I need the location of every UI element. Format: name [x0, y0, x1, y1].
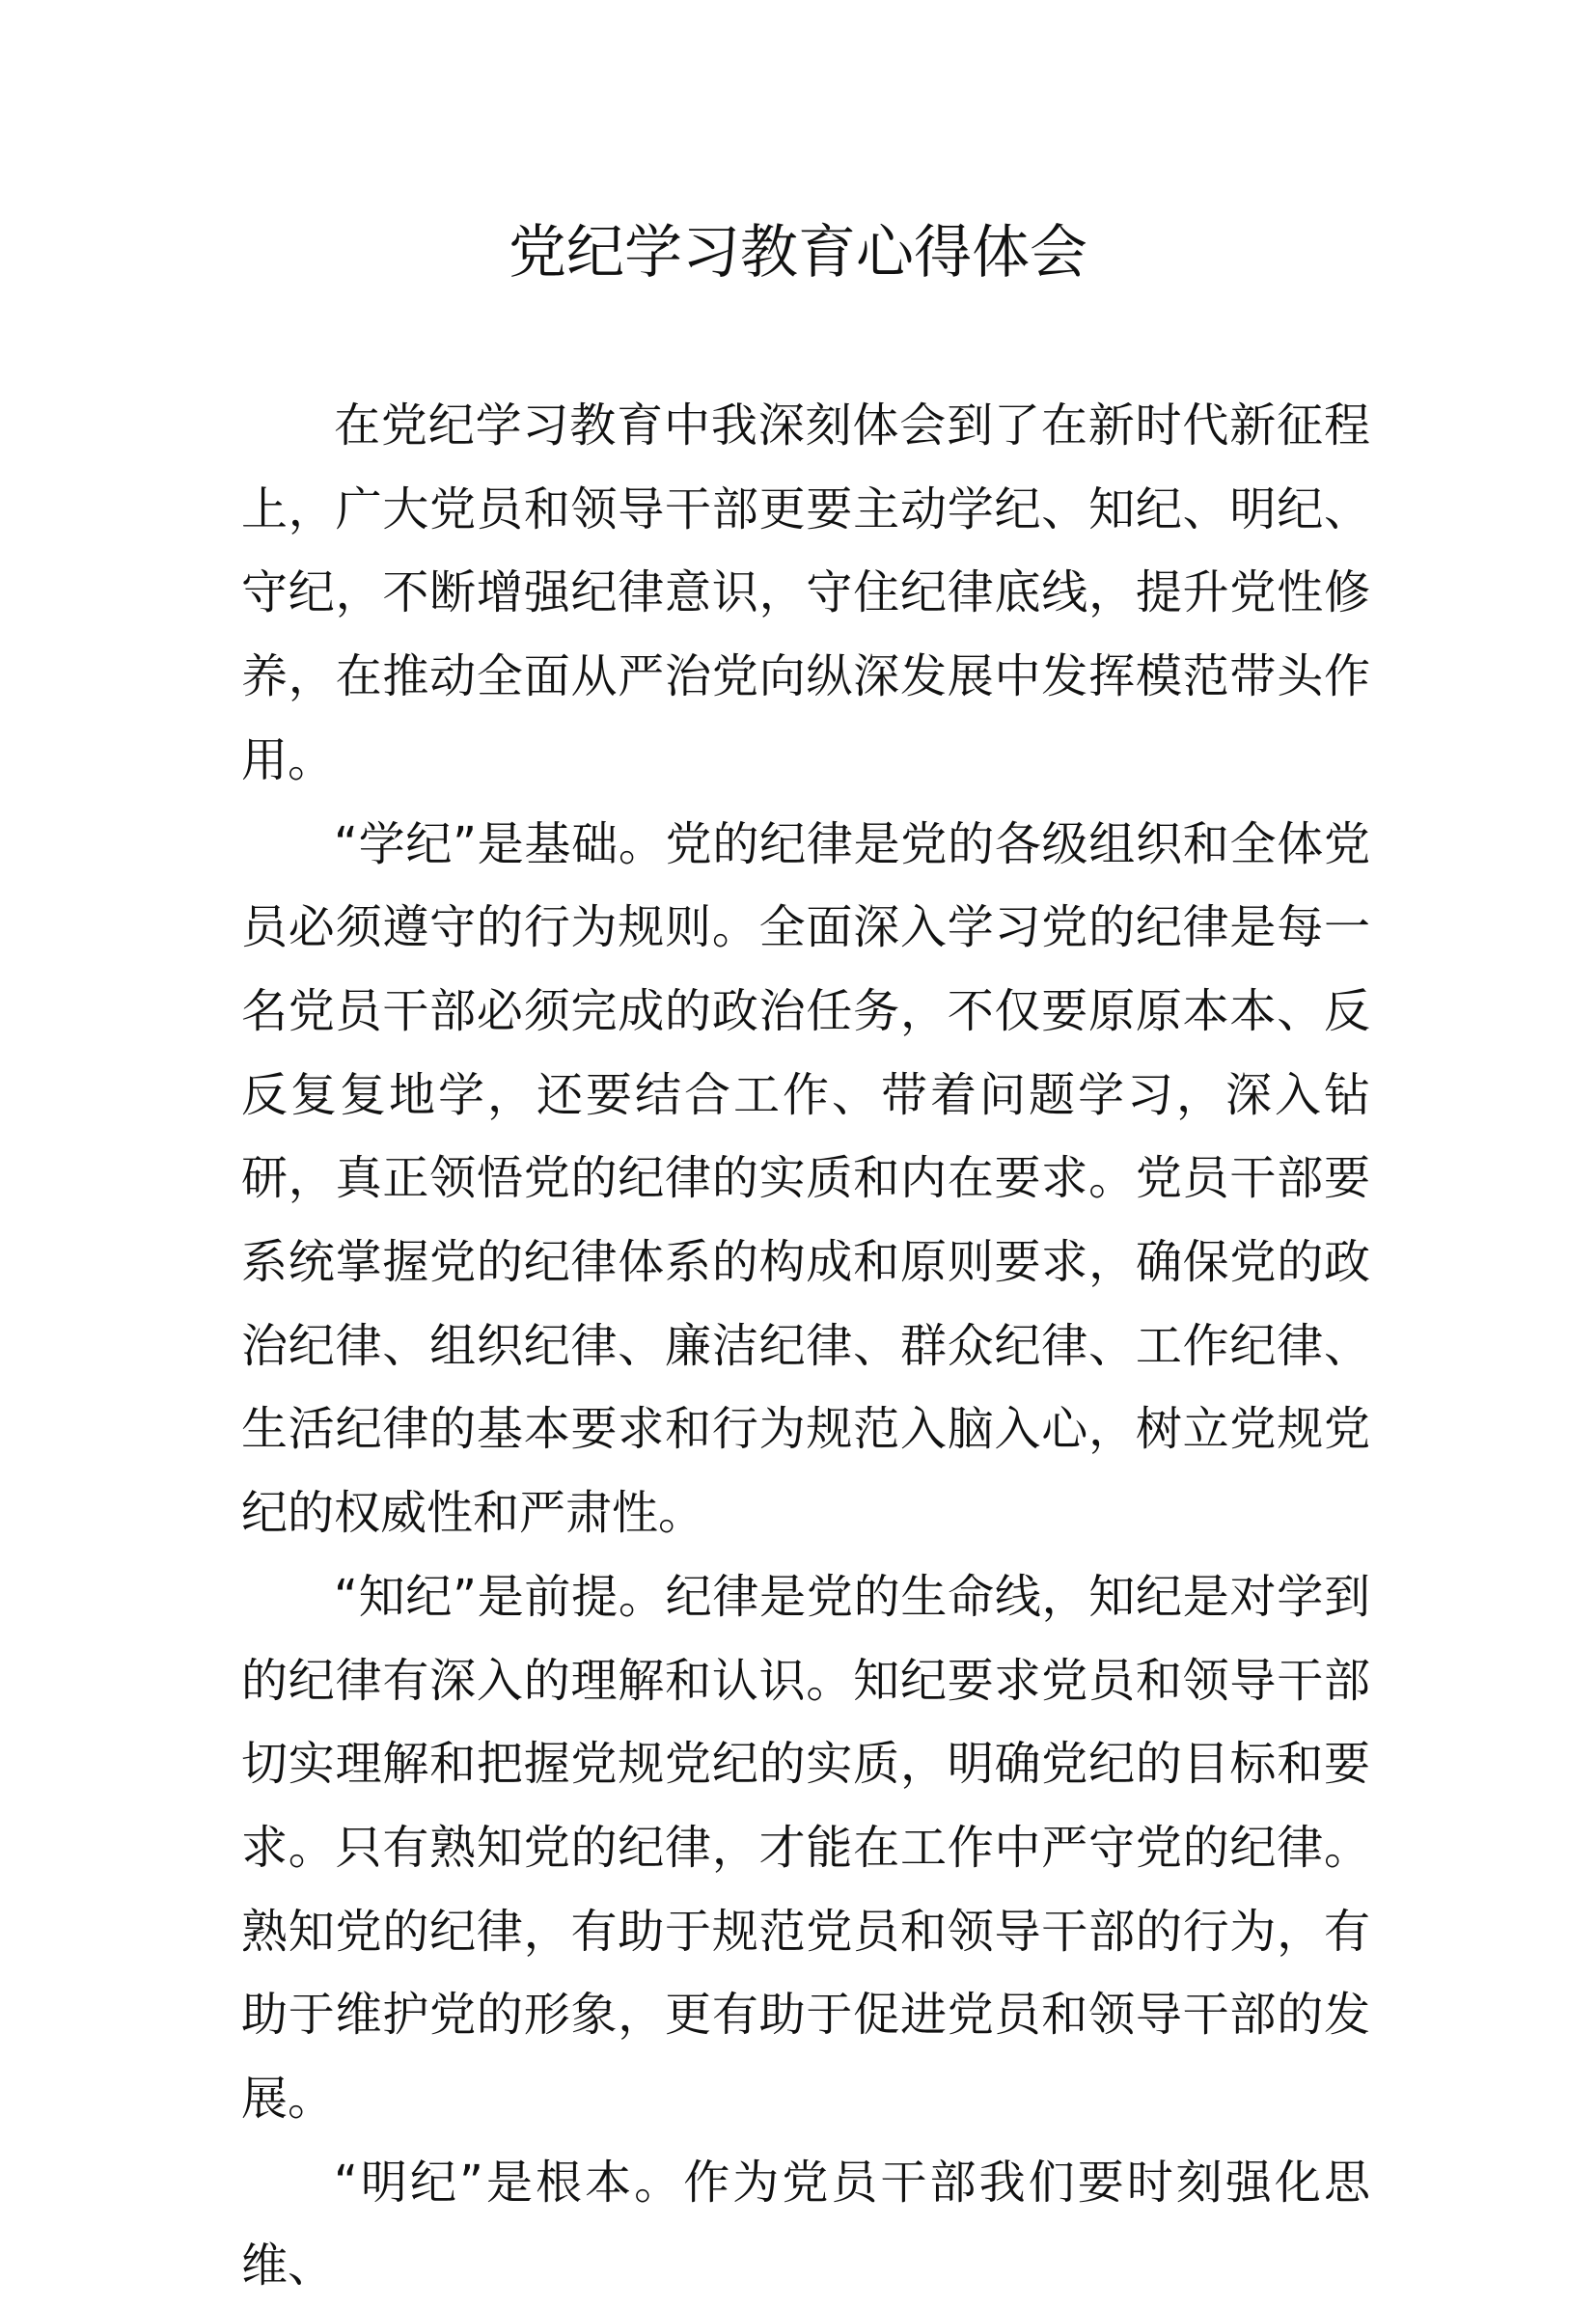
document-body [241, 384, 1370, 2308]
document-title: 党纪学习教育心得体会 [509, 219, 1087, 287]
paragraph-intro: 在党纪学习教育中我深刻体会到了在新时代新征程上，广大党员和领导干部更要主动学纪、知纪、明纪、守纪，不断增强纪律意识，守住纪律底线，提升党性修养，在推动全面从严治党向纵深发展中发挥模范带头作用。 [241, 398, 1370, 787]
paragraph-mingji: “明纪”是根本。作为党员干部我们要时刻强化思维、 [241, 2155, 1370, 2294]
paragraph-xueji: “学纪”是基础。党的纪律是党的各级组织和全体党员必须遵守的行为规则。全面深入学习党的纪律是每一名党员干部必须完成的政治任务，不仅要原原本本、反反复复地学，还要结合工作、带着问题学习，深入钻研，真正领悟党的纪律的实质和内在要求。党员干部要系统掌握党的纪律体系的构成和原则要求，确保党的政治纪律、组织纪律、廉洁纪律、群众纪律、工作纪律、生活纪律的基本要求和行为规范入脑入心，树立党规党纪的权威性和严肃性。 [241, 816, 1370, 1541]
paragraph-zhiji: “知纪”是前提。纪律是党的生命线，知纪是对学到的纪律有深入的理解和认识。知纪要求党员和领导干部切实理解和把握党规党纪的实质，明确党纪的目标和要求。只有熟知党的纪律，才能在工作中严守党的纪律。熟知党的纪律，有助于规范党员和领导干部的行为，有助于维护党的形象，更有助于促进党员和领导干部的发展。 [241, 1569, 1370, 2127]
